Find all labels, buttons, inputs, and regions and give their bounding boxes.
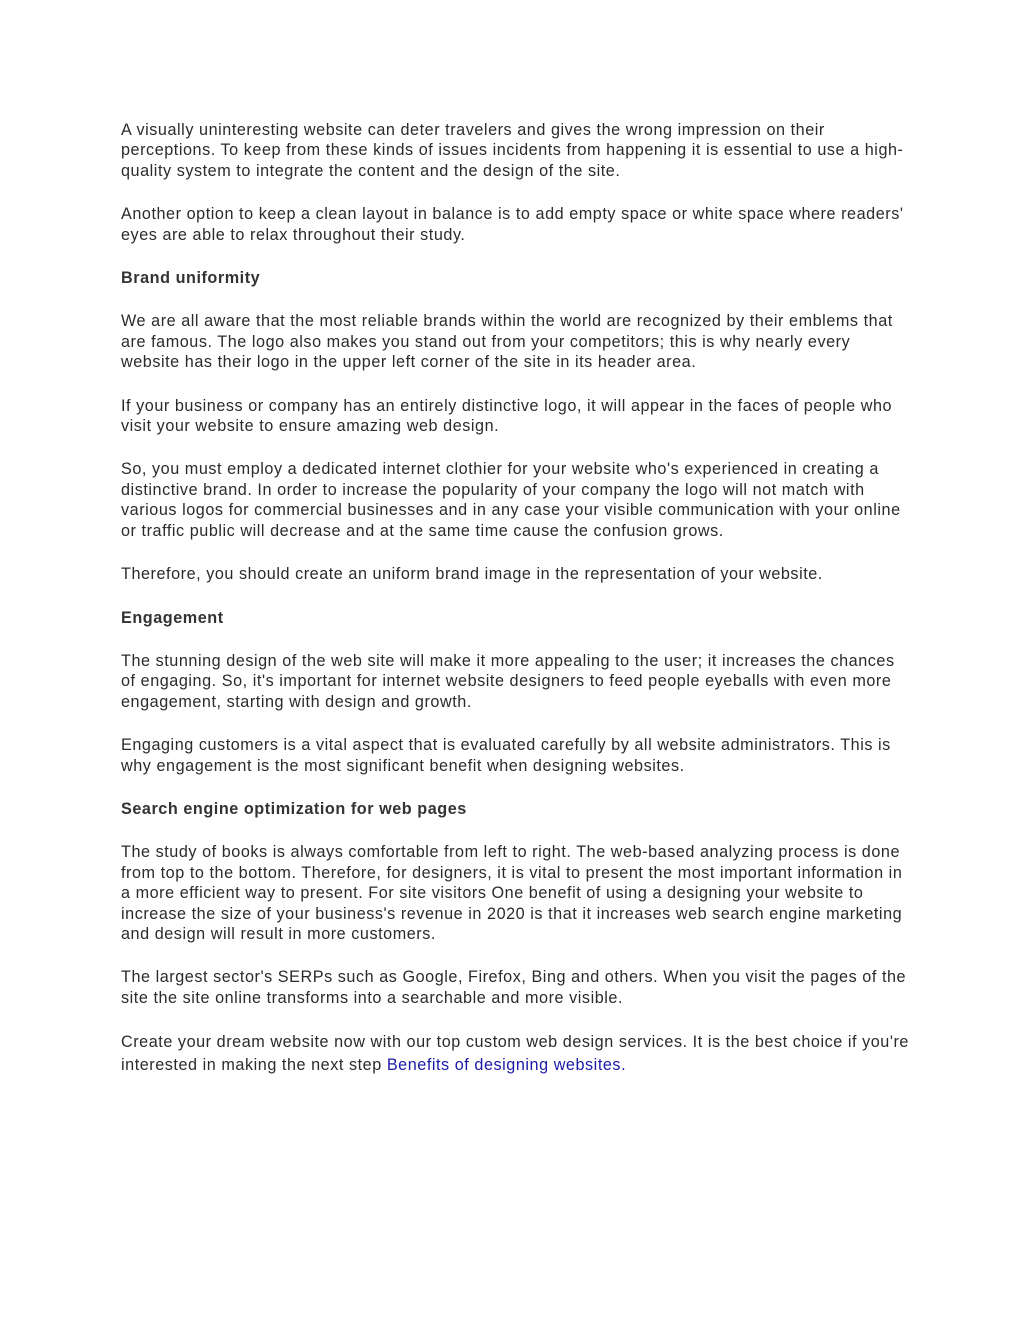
paragraph-study-of-books: The study of books is always comfortable from left to right. The web-based analyzing process is done from top to the bottom. Therefore, for designers, it is vital to present the most important information in a more efficient way to present. For site visitors One benefit of using a designing your website to increase the size of your business's revenue in 2020 is that it increases web search engine marketing and design will result in more customers.	[121, 843, 903, 943]
paragraph-brands-emblems: We are all aware that the most reliable brands within the world are recognized by their emblems that are famous. The logo also makes you stand out from your competitors; this is why nearly every website has their logo in the upper left corner of the site in its header area.	[121, 312, 893, 372]
paragraph-distinctive-logo: If your business or company has an entirely distinctive logo, it will appear in the faces of people who visit your website to ensure amazing web design.	[121, 396, 893, 436]
paragraph-serps: The largest sector's SERPs such as Google, Firefox, Bing and others. When you visit the pages of the site the site online transforms into a searchable and more visible.	[121, 968, 907, 1007]
paragraph-white-space: Another option to keep a clean layout in balance is to add empty space or white space where readers' eyes are able to relax throughout their study.	[121, 205, 904, 244]
document-page	[121, 120, 911, 1100]
paragraph-call-to-action	[121, 1031, 911, 1077]
benefits-link[interactable]: Benefits of designing websites.	[386, 1056, 627, 1075]
paragraph-engaging-customers: Engaging customers is a vital aspect that is evaluated carefully by all website administrators. This is why engagement is the most significant benefit when designing websites.	[121, 736, 891, 775]
paragraph-intro: A visually uninteresting website can deter travelers and gives the wrong impression on their perceptions. To keep from these kinds of issues incidents from happening it is essential to use a high-quality system to integrate the content and the design of the site.	[121, 121, 904, 180]
heading-seo: Search engine optimization for web pages	[121, 799, 467, 818]
call-to-action-text: Create your dream website now with our top custom web design services. It is the best choice if you're interested in making the next step	[121, 1033, 909, 1075]
heading-engagement: Engagement	[121, 608, 224, 627]
paragraph-uniform-brand-image: Therefore, you should create an uniform brand image in the representation of your website.	[121, 565, 823, 584]
paragraph-dedicated-clothier: So, you must employ a dedicated internet clothier for your website who's experienced in creating a distinctive brand. In order to increase the popularity of your company the logo will not match with various logos for commercial businesses and in any case your visible communication with your online or traffic public will decrease and at the same time cause the confusion grows.	[121, 460, 901, 540]
paragraph-stunning-design: The stunning design of the web site will make it more appealing to the user; it increases the chances of engaging. So, it's important for internet website designers to feed people eyeballs with even more engagement, starting with design and growth.	[121, 651, 895, 711]
heading-brand-uniformity: Brand uniformity	[121, 269, 261, 288]
